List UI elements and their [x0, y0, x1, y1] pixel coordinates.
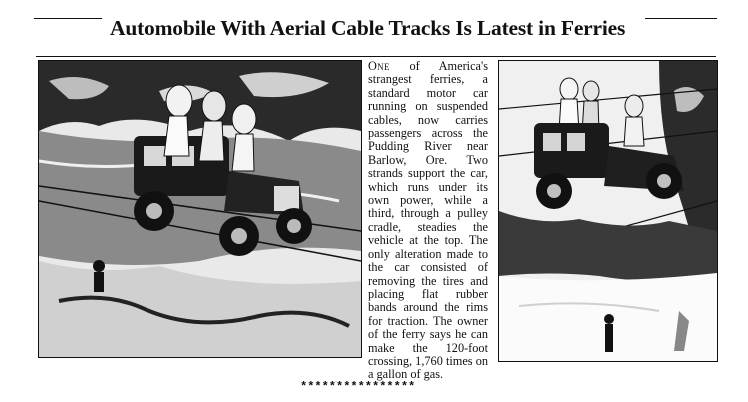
- headline-rule-left: [34, 18, 102, 19]
- article-lead: One: [368, 59, 390, 73]
- top-border-rule: [36, 56, 716, 57]
- headline-rule-right: [645, 18, 717, 19]
- right-photo: [498, 60, 718, 362]
- photo-car-on-cable-front-image: [39, 61, 361, 357]
- headline: Automobile With Aerial Cable Tracks Is Latest in Ferries: [110, 16, 626, 40]
- photo-car-on-cable-side-image: [499, 61, 717, 361]
- left-photo: [38, 60, 362, 358]
- section-separator: ****************: [300, 380, 416, 394]
- article-text: of America's strangest ferries, a standard motor car running on suspended cables, now carries passengers across the Pudding River near Barlow, Ore. Two strands support the car, which runs under its own power, while a third, through a pulley cradle, steadies the vehicle at the top. The only alteration made to the car consisted of removing the tires and placing flat rubber bands around the rims for traction. The owner of the ferry says he can make the 120-foot crossing, 1,760 times on a gallon of gas.: [368, 59, 488, 382]
- article-body: [368, 60, 488, 382]
